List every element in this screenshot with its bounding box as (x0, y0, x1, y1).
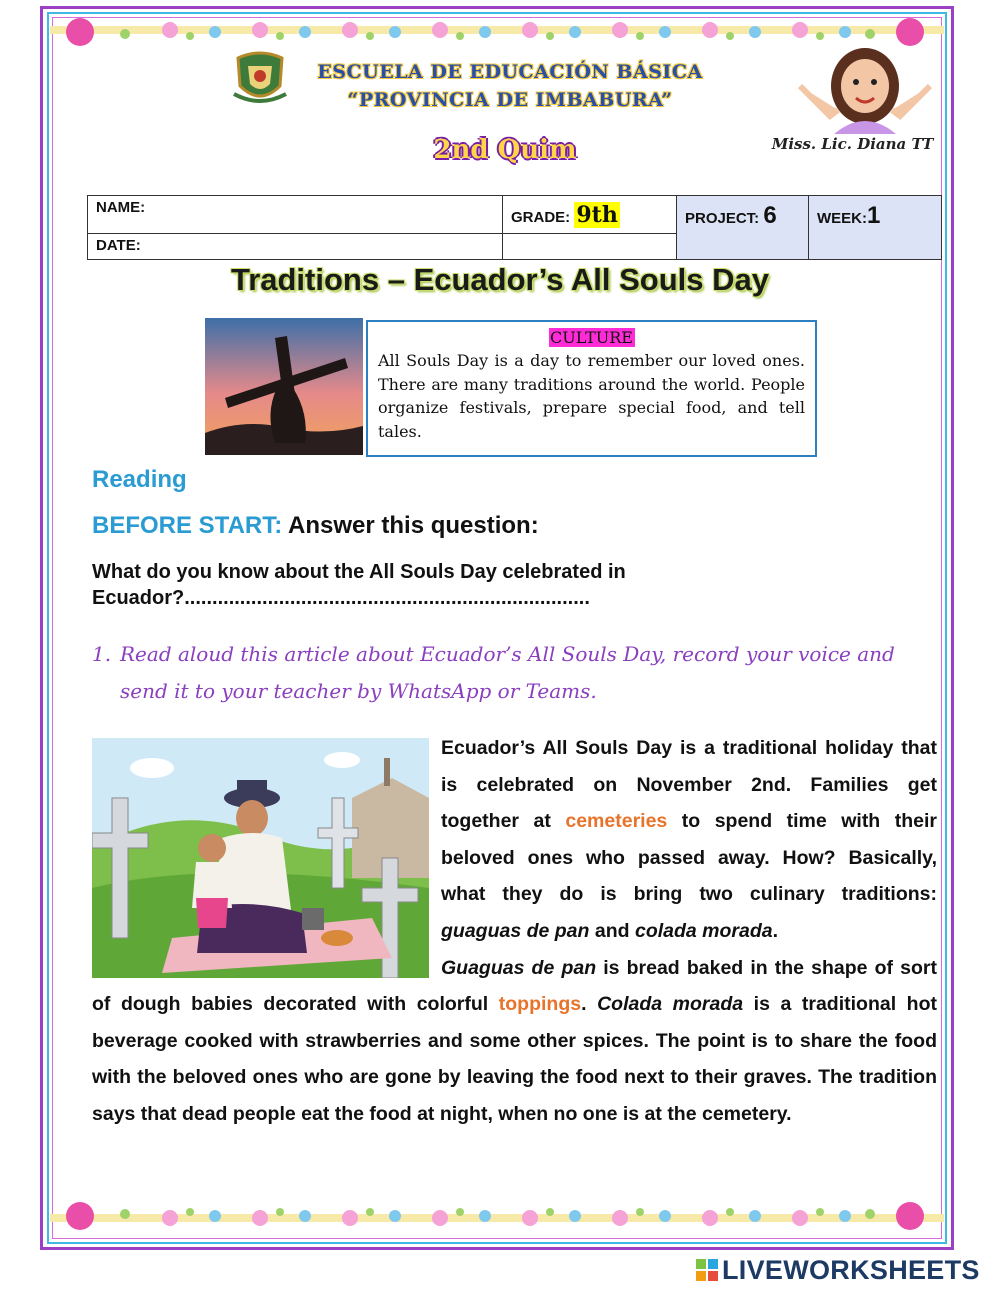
project-value: 6 (763, 202, 777, 229)
school-name (300, 58, 720, 114)
project-label: PROJECT: (685, 210, 760, 227)
before-start-colon: : (274, 512, 283, 539)
reading-heading: Reading (92, 466, 187, 493)
week-value: 1 (867, 202, 881, 229)
article-p2-colada: Colada morada (597, 993, 744, 1016)
cemetery-family-image (92, 738, 429, 978)
bottom-flower-border (50, 1196, 944, 1236)
date-label: DATE: (96, 237, 141, 254)
article-and: and (589, 919, 635, 942)
name-label: NAME: (96, 199, 146, 216)
before-start-label: BEFORE START (92, 512, 275, 539)
article-p2-dot: . (581, 993, 598, 1016)
liveworksheets-logo[interactable] (696, 1255, 980, 1286)
article-cemeteries: cemeteries (565, 810, 668, 833)
article-p1-end: . (772, 919, 779, 942)
before-start-heading (92, 512, 539, 540)
question-text: What do you know about the All Souls Day celebrated in Ecuador?......................................................................... (92, 561, 626, 609)
school-name-line1: ESCUELA DE EDUCACIÓN BÁSICA (317, 61, 703, 83)
quimester-label: 2nd Quim (433, 135, 577, 165)
teacher-name: Miss. Lic. Diana TT (771, 135, 934, 153)
instruction-text: Read aloud this article about Ecuador’s All Souls Day, record your voice and send it to your teacher by WhatsApp or Teams. (120, 642, 895, 703)
grade-cell (503, 196, 677, 234)
date-cell[interactable] (88, 234, 503, 260)
article-p2-guaguas: Guaguas de pan (441, 956, 597, 979)
article-p2-b: is a traditional hot beverage cooked with strawberries and some other spices. The point is to share the food with the beloved ones who are gone by leaving the food next to their graves. The tradition says that dead people eat the food at night, when no one is at the cemetery. (92, 993, 937, 1125)
worksheet-title: Traditions – Ecuador’s All Souls Day (230, 262, 770, 297)
cross-sunset-image (205, 318, 363, 455)
before-start-rest: Answer this question: (282, 512, 539, 539)
grade-label: GRADE: (511, 208, 571, 226)
article-guaguas: guaguas de pan (441, 919, 590, 942)
week-label: WEEK: (817, 210, 867, 227)
article-p2-a: is bread baked in the shape of sort of dough babies decorated with colorful (92, 956, 937, 1016)
article-p1-a: Ecuador’s All Souls Day is a traditional holiday that is celebrated on November 2nd. Families get together at (441, 737, 937, 833)
school-crest-icon (232, 48, 288, 108)
instruction-number: 1. (92, 642, 112, 666)
article-colada: colada morada (634, 919, 773, 942)
culture-text: All Souls Day is a day to remember our loved ones. There are many traditions around the world. People organize festivals, prepare special food, and tell tales. (378, 351, 805, 441)
article-text (92, 730, 937, 1133)
project-cell (677, 196, 809, 260)
empty-cell (503, 234, 677, 260)
culture-tag: CULTURE (550, 328, 633, 347)
article-toppings: toppings (498, 993, 582, 1016)
culture-box (366, 320, 817, 457)
grade-value: 9th (576, 201, 618, 228)
liveworksheets-logo-icon (696, 1257, 718, 1279)
instruction (92, 636, 937, 710)
liveworksheets-logo-text: LIVEWORKSHEETS (722, 1255, 980, 1285)
student-info-table (87, 195, 942, 260)
teacher-avatar (790, 46, 940, 134)
week-cell (809, 196, 942, 260)
school-name-line2: “PROVINCIA DE IMBABURA” (347, 89, 673, 111)
article-p1-b: to spend time with their beloved ones who passed away. How? Basically, what they do is bring two culinary traditions: (441, 810, 937, 906)
name-cell[interactable] (88, 196, 503, 234)
